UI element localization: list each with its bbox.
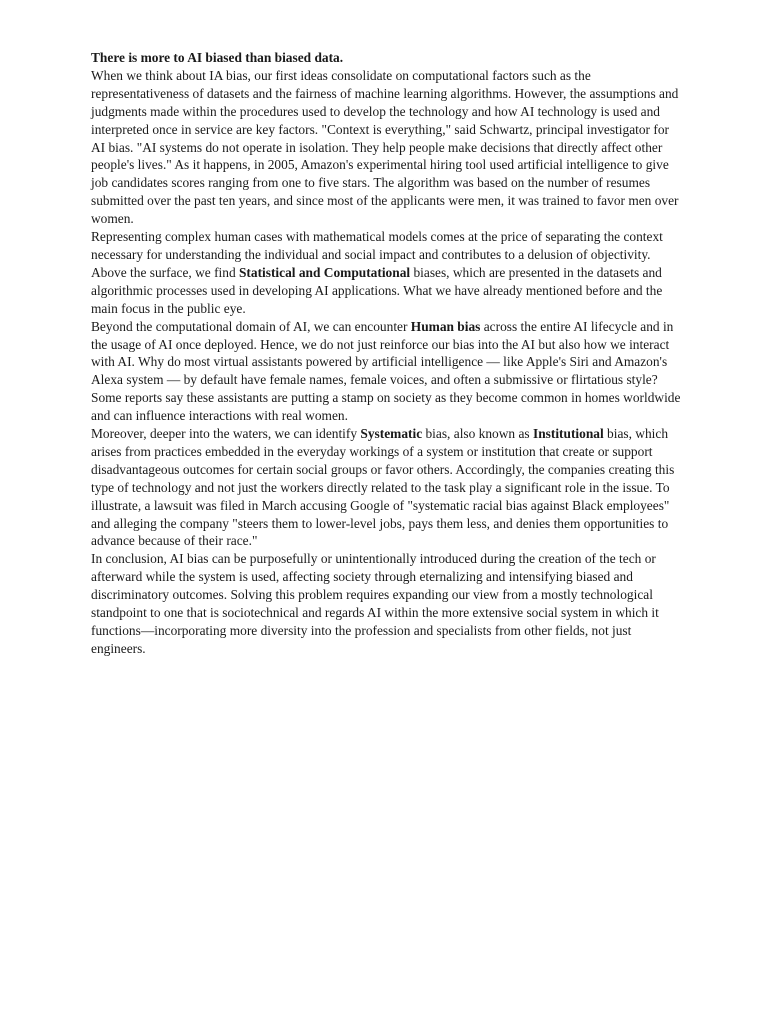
paragraph-text: Beyond the computational domain of AI, we can encounter bbox=[91, 318, 411, 334]
paragraph-statistical bbox=[91, 264, 681, 318]
paragraph-representing: Representing complex human cases with mathematical models comes at the price of separating the context necessary for understanding the individual and social impact and contributes to a delusion of objectivity. bbox=[91, 229, 663, 262]
paragraph-intro: When we think about IA bias, our first ideas consolidate on computational factors such as the representativeness of datasets and the fairness of machine learning algorithms. However, the assumptions and judgments made within the procedures used to develop the technology and how AI technology is used and interpreted once in service are key factors. "Context is everything," said Schwartz, principal investigator for AI bias. "AI systems do not operate in isolation. They help people make decisions that directly affect other people's lives." As it happens, in 2005, Amazon's experimental hiring tool used artificial intelligence to give job candidates scores ranging from one to five stars. The algorithm was based on the number of resumes submitted over the past ten years, and since most of the applicants were men, it was trained to favor men over women. bbox=[91, 67, 679, 227]
term-human-bias: Human bias bbox=[410, 318, 481, 334]
document-body bbox=[91, 49, 681, 658]
paragraph-text: Moreover, deeper into the waters, we can identify bbox=[91, 426, 361, 442]
term-statistical-computational: Statistical and Computational bbox=[238, 264, 411, 280]
paragraph-text: across the entire AI lifecycle and in the usage of AI once deployed. Hence, we do not just reinforce our bias into the AI but also how we interact with AI. Why do most virtual assistants powered by artificial intelligence — like Apple's Siri and Amazon's Alexa system — by default have female names, female voices, and often a submissive or flirtatious style? Some reports say these assistants are putting a stamp on society as they become common in homes worldwide and can influence interactions with real women. bbox=[91, 318, 681, 424]
term-institutional: Institutional bbox=[532, 426, 604, 442]
paragraph-text: bias, also known as bbox=[422, 426, 533, 442]
paragraph-text: bias, which arises from practices embedded in the everyday workings of a system or institution that create or support disadvantageous outcomes for certain social groups or favor others. Accordingly, the companies creating this type of technology and not just the workers directly related to the task play a significant role in the issue. To illustrate, a lawsuit was filed in March accusing Google of "systematic racial bias against Black employees" and alleging the company "steers them to lower-level jobs, pays them less, and denies them opportunities to advance because of their race." bbox=[91, 426, 675, 549]
paragraph-text: biases, which are presented in the datasets and algorithmic processes used in developing AI applications. What we have already mentioned before and the main focus in the public eye. bbox=[91, 264, 663, 316]
paragraph-systematic bbox=[91, 425, 681, 550]
paragraph-conclusion: In conclusion, AI bias can be purposefully or unintentionally introduced during the creation of the tech or afterward while the system is used, affecting society through eternalizing and intensifying biased and discriminatory outcomes. Solving this problem requires expanding our view from a mostly technological standpoint to one that is sociotechnical and regards AI within the more extensive social system in which it functions—incorporating more diversity into the profession and specialists from other fields, not just engineers. bbox=[91, 551, 659, 656]
paragraph-human-bias bbox=[91, 318, 681, 425]
term-systematic: Systematic bbox=[360, 426, 423, 442]
document-title: There is more to AI biased than biased data. bbox=[91, 50, 344, 65]
paragraph-text: Above the surface, we find bbox=[91, 264, 239, 280]
